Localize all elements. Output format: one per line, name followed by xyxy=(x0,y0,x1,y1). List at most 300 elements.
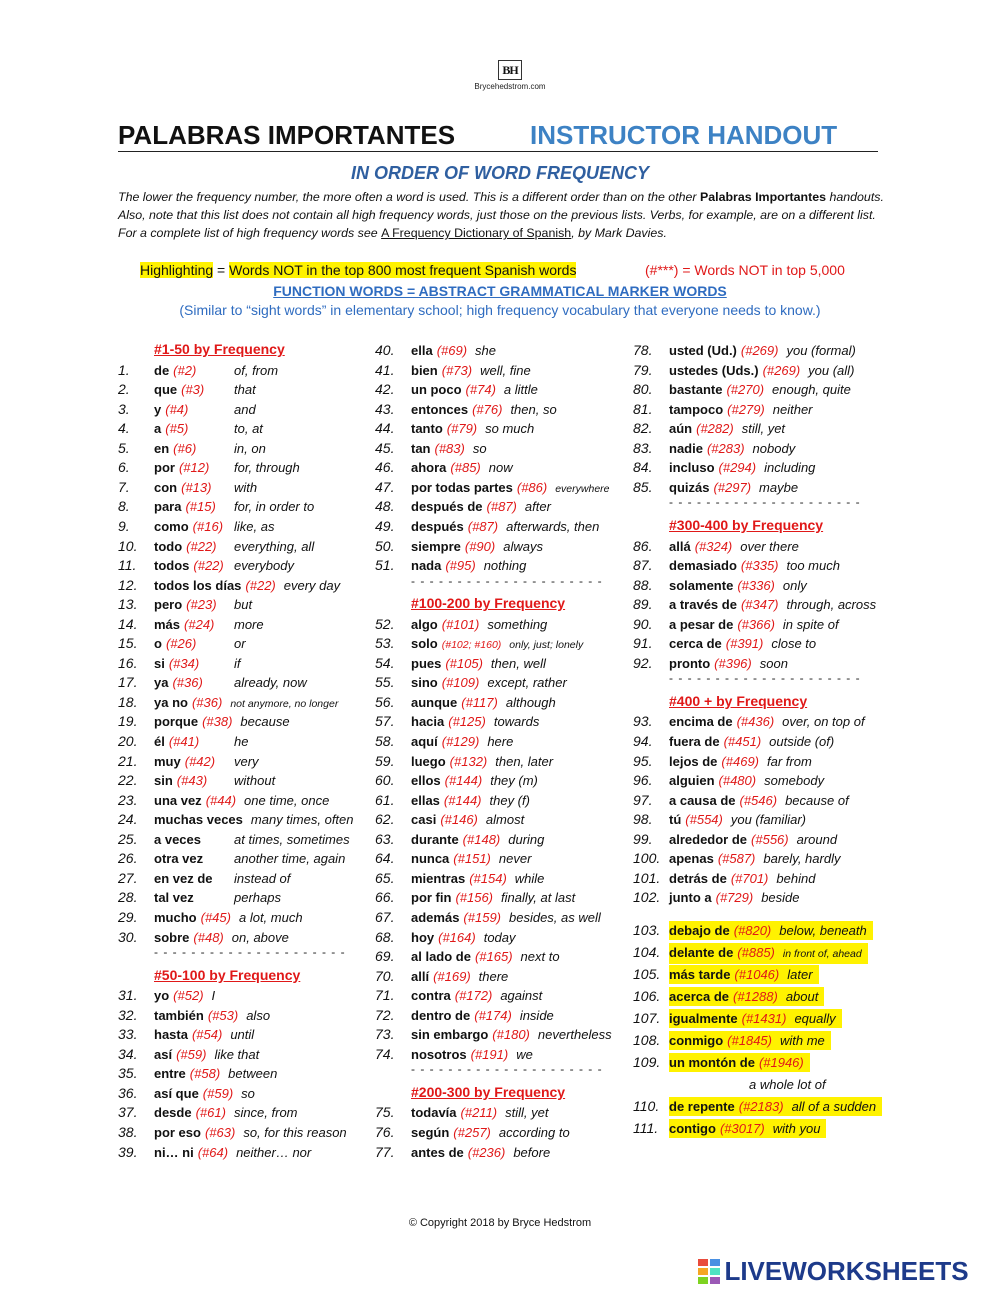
spanish-word-text: ni… ni xyxy=(154,1144,194,1160)
section-header: #200-300 by Frequency xyxy=(411,1083,566,1100)
frequency-rank: (#282) xyxy=(696,421,734,437)
word-row xyxy=(118,791,368,810)
subtitle: IN ORDER OF WORD FREQUENCY xyxy=(350,163,649,183)
spanish-word-text: encima de xyxy=(669,714,733,730)
word-row xyxy=(375,986,625,1005)
spanish-word-text: también xyxy=(154,1007,204,1023)
spanish-word xyxy=(411,537,543,556)
frequency-rank: (#43) xyxy=(176,773,208,789)
spanish-word-text: hasta xyxy=(154,1027,188,1043)
word-row xyxy=(375,615,625,634)
word-row xyxy=(633,537,883,556)
word-row xyxy=(118,439,368,458)
frequency-rank: (#546) xyxy=(739,792,778,808)
frequency-rank: (#269) xyxy=(740,343,779,358)
spanish-word-text: siempre xyxy=(411,538,461,554)
spanish-word xyxy=(669,537,799,556)
spanish-word xyxy=(669,849,840,868)
spanish-word xyxy=(154,1123,347,1142)
english-meaning: for, in order to xyxy=(234,499,315,515)
word-number: 37. xyxy=(118,1104,138,1121)
english-meaning: through, across xyxy=(786,597,877,613)
spanish-word-text: así xyxy=(154,1046,173,1062)
english-meaning: soon xyxy=(759,655,788,671)
brand-logo xyxy=(470,60,550,91)
word-row xyxy=(633,400,883,419)
spanish-word xyxy=(411,615,547,634)
english-meaning: she xyxy=(475,343,497,358)
bh-logo-mark: BH xyxy=(498,60,522,80)
english-meaning: almost xyxy=(485,812,525,828)
spanish-word-text: debajo de xyxy=(669,923,730,938)
word-row xyxy=(375,771,625,790)
frequency-rank: (#554) xyxy=(685,812,723,828)
word-number: 13. xyxy=(118,596,138,613)
word-number: 51. xyxy=(375,557,395,574)
spanish-word-text: entre xyxy=(154,1066,186,1082)
spanish-word xyxy=(154,908,303,927)
spanish-word-text: nunca xyxy=(411,851,450,867)
word-number: 60. xyxy=(375,772,395,789)
english-meaning: so, for this reason xyxy=(243,1125,347,1140)
legend-not-5000: (#***) = Words NOT in top 5,000 xyxy=(645,262,845,278)
spanish-word xyxy=(154,400,188,419)
dash-separator: - - - - - - - - - - - - - - - - - - - - - xyxy=(669,671,861,686)
spanish-word-text: nosotros xyxy=(411,1046,467,1062)
frequency-rank: (#335) xyxy=(740,558,779,574)
english-meaning: although xyxy=(505,694,556,710)
english-meaning: every day xyxy=(283,577,341,593)
word-row xyxy=(633,943,883,962)
english-meaning: always xyxy=(503,538,543,554)
word-number: 97. xyxy=(633,791,653,808)
english-meaning: so xyxy=(472,440,487,456)
word-row xyxy=(118,712,368,731)
spanish-word xyxy=(669,634,816,653)
spanish-word-text: algo xyxy=(411,616,438,632)
word-number: 77. xyxy=(375,1143,395,1160)
spanish-word xyxy=(669,439,795,458)
frequency-rank: (#144) xyxy=(443,792,482,808)
frequency-rank: (#64) xyxy=(197,1144,229,1160)
word-row xyxy=(118,752,368,771)
spanish-word xyxy=(411,634,583,655)
spanish-word xyxy=(154,654,199,673)
spanish-word xyxy=(154,439,196,458)
word-row xyxy=(633,595,883,614)
word-number: 7. xyxy=(118,478,130,495)
frequency-rank: (#146) xyxy=(440,812,478,828)
word-row xyxy=(118,732,368,751)
spanish-word xyxy=(669,478,798,497)
spanish-word-text: ya xyxy=(154,675,169,691)
english-meaning: everybody xyxy=(234,558,294,574)
spanish-word xyxy=(669,732,834,751)
spanish-word-text: hacia xyxy=(411,714,445,730)
frequency-rank: (#86) xyxy=(516,479,548,495)
spanish-word-text: tanto xyxy=(411,421,443,437)
spanish-word xyxy=(154,830,201,849)
word-row xyxy=(118,1143,368,1162)
spanish-word xyxy=(411,791,530,810)
spanish-word xyxy=(411,419,534,438)
frequency-rank: (#279) xyxy=(727,401,765,417)
spanish-word-text: muy xyxy=(154,753,181,769)
english-meaning: afterwards, then xyxy=(506,518,600,534)
english-meaning: neither xyxy=(772,401,813,417)
spanish-word xyxy=(669,943,868,964)
spanish-word xyxy=(154,712,290,731)
word-row xyxy=(118,517,368,536)
spanish-word-text: bien xyxy=(411,362,438,378)
spanish-word xyxy=(669,380,851,399)
page-title: PALABRAS IMPORTANTES xyxy=(118,120,456,150)
word-number: 91. xyxy=(633,635,653,652)
spanish-word xyxy=(154,771,207,790)
spanish-word-text: que xyxy=(154,382,178,398)
word-number: 24. xyxy=(118,811,138,828)
spanish-word xyxy=(669,921,873,940)
frequency-rank: (#3017) xyxy=(719,1121,765,1136)
frequency-rank: (#3) xyxy=(181,382,205,398)
word-row xyxy=(633,752,883,771)
english-meaning: he xyxy=(234,734,249,749)
word-number: 100. xyxy=(633,850,661,867)
word-number: 52. xyxy=(375,615,395,632)
liveworksheets-logo xyxy=(698,1256,969,1286)
frequency-rank: (#59) xyxy=(202,1085,234,1101)
spanish-word xyxy=(411,556,526,575)
word-row xyxy=(375,673,625,692)
spanish-word-text: luego xyxy=(411,753,446,769)
spanish-word-text: acerca de xyxy=(669,989,729,1004)
logo-site: Brycehedstrom.com xyxy=(474,82,546,91)
spanish-word xyxy=(154,732,199,751)
spanish-word-text: mientras xyxy=(411,870,466,886)
word-row xyxy=(633,380,883,399)
english-meaning: also xyxy=(246,1007,271,1023)
spanish-word xyxy=(411,439,487,458)
english-meaning: you (all) xyxy=(808,362,855,378)
title-underline xyxy=(118,151,878,152)
spanish-word xyxy=(669,1053,810,1072)
spanish-word xyxy=(411,693,556,712)
english-meaning: very xyxy=(234,753,259,769)
word-row xyxy=(633,810,883,829)
word-number: 14. xyxy=(118,615,138,632)
spanish-word-text: sino xyxy=(411,675,438,691)
english-meaning: below, beneath xyxy=(779,923,867,938)
spanish-word xyxy=(669,810,806,829)
frequency-rank: (#44) xyxy=(205,792,237,808)
spanish-word xyxy=(154,1045,259,1064)
english-meaning: then, well xyxy=(490,655,546,671)
word-number: 79. xyxy=(633,361,653,378)
word-row xyxy=(633,712,883,731)
spanish-word-text: tal vez xyxy=(154,890,194,906)
spanish-word-text: a veces xyxy=(154,831,201,847)
word-number: 55. xyxy=(375,674,395,691)
english-meaning: everything, all xyxy=(234,538,315,554)
word-row xyxy=(375,908,625,927)
english-meaning: without xyxy=(234,773,276,789)
word-row xyxy=(118,400,368,419)
frequency-rank: (#15) xyxy=(185,499,216,515)
spanish-word-text: todo xyxy=(154,538,183,554)
spanish-word-text: nadie xyxy=(669,440,703,456)
word-row xyxy=(118,654,368,673)
english-meaning: but xyxy=(234,597,253,613)
spanish-word-text: desde xyxy=(154,1105,192,1121)
intro-bold: Palabras Importantes xyxy=(700,190,827,204)
english-meaning: I xyxy=(211,988,216,1004)
word-row xyxy=(118,673,368,692)
word-row xyxy=(118,1006,368,1025)
frequency-rank: (#48) xyxy=(193,929,224,945)
word-number: 28. xyxy=(118,889,138,906)
english-meaning: nevertheless xyxy=(537,1027,612,1043)
english-meaning: not anymore, no longer xyxy=(230,697,339,710)
spanish-word xyxy=(154,497,216,516)
word-number: 101. xyxy=(633,869,661,886)
english-meaning: we xyxy=(516,1046,533,1062)
spanish-word-text: un montón de xyxy=(669,1055,755,1070)
page-title-right: INSTRUCTOR HANDOUT xyxy=(530,120,838,150)
english-meaning: between xyxy=(228,1066,278,1082)
word-row xyxy=(118,869,368,888)
word-number: 39. xyxy=(118,1143,138,1160)
spanish-word xyxy=(669,361,854,380)
spanish-word-text: detrás de xyxy=(669,870,727,886)
spanish-word xyxy=(669,771,824,790)
frequency-rank: (#294) xyxy=(718,460,757,476)
english-meaning: enough, quite xyxy=(772,382,851,398)
word-number: 106. xyxy=(633,988,661,1004)
english-meaning: neither… nor xyxy=(236,1144,312,1160)
spanish-word xyxy=(154,810,354,829)
word-number: 53. xyxy=(375,635,395,652)
spanish-word-text: alguien xyxy=(669,773,715,789)
english-meaning: you (formal) xyxy=(786,343,856,358)
word-number: 41. xyxy=(375,361,395,378)
english-meaning: there xyxy=(478,968,509,984)
word-number: 57. xyxy=(375,713,395,730)
spanish-word xyxy=(154,986,215,1005)
english-meaning: if xyxy=(234,655,241,671)
spanish-word xyxy=(669,1119,826,1138)
spanish-word-text: allí xyxy=(411,968,430,984)
frequency-rank: (#132) xyxy=(449,753,488,769)
word-number: 42. xyxy=(375,381,395,398)
word-row xyxy=(375,791,625,810)
word-number: 108. xyxy=(633,1032,661,1048)
word-number: 30. xyxy=(118,928,138,945)
spanish-word xyxy=(669,752,812,771)
english-meaning: in spite of xyxy=(782,616,839,632)
spanish-word-text: al lado de xyxy=(411,949,471,965)
spanish-word xyxy=(154,888,194,907)
frequency-rank: (#85) xyxy=(450,460,481,476)
spanish-word-text: aquí xyxy=(411,734,438,749)
spanish-word xyxy=(154,556,224,575)
word-number: 48. xyxy=(375,498,395,515)
english-meaning: everywhere xyxy=(555,482,610,495)
spanish-word-text: como xyxy=(154,518,189,534)
word-row xyxy=(118,1064,368,1083)
word-number: 40. xyxy=(375,342,395,358)
word-row xyxy=(118,458,368,477)
word-number: 56. xyxy=(375,693,395,710)
spanish-word-text: pero xyxy=(154,597,183,613)
spanish-word xyxy=(669,869,815,888)
frequency-rank: (#36) xyxy=(191,694,223,710)
spanish-word xyxy=(669,419,785,438)
word-number: 110. xyxy=(633,1098,660,1114)
english-meaning: before xyxy=(513,1144,551,1160)
frequency-rank: (#396) xyxy=(714,655,752,671)
english-meaning: perhaps xyxy=(234,890,281,906)
spanish-word xyxy=(411,732,513,751)
english-meaning: another time, again xyxy=(234,851,346,867)
section-header: #300-400 by Frequency xyxy=(669,516,824,533)
word-row xyxy=(375,1006,625,1025)
word-number: 58. xyxy=(375,733,395,749)
english-meaning: after xyxy=(524,499,551,515)
english-meaning: a little xyxy=(503,382,538,398)
frequency-rank: (#270) xyxy=(726,382,765,398)
word-row xyxy=(375,967,625,986)
word-number: 80. xyxy=(633,381,653,398)
spanish-word-text: otra vez xyxy=(154,851,204,867)
spanish-word-text: para xyxy=(154,499,182,515)
spanish-word-text: o xyxy=(154,636,162,652)
frequency-rank: (#820) xyxy=(733,923,772,938)
english-meaning: according to xyxy=(498,1125,570,1140)
word-number: 23. xyxy=(118,791,138,808)
english-meaning: against xyxy=(500,988,543,1004)
word-number: 10. xyxy=(118,537,138,554)
frequency-rank: (#117) xyxy=(461,694,498,710)
spanish-word xyxy=(669,791,849,810)
frequency-rank: (#4) xyxy=(165,401,189,417)
english-meaning: on, above xyxy=(231,929,289,945)
spanish-word-text: pues xyxy=(411,655,442,671)
word-number: 31. xyxy=(118,987,138,1004)
spanish-word-text: él xyxy=(154,734,165,749)
spanish-word xyxy=(669,400,813,419)
english-meaning: so xyxy=(241,1085,255,1101)
word-number: 59. xyxy=(375,752,395,769)
spanish-word xyxy=(411,1123,570,1142)
word-row xyxy=(633,458,883,477)
word-row xyxy=(375,947,625,966)
word-row xyxy=(375,1103,625,1122)
english-meaning: over, on top of xyxy=(782,714,865,730)
word-number: 65. xyxy=(375,869,395,886)
word-number: 105. xyxy=(633,966,661,982)
english-meaning: in front of, ahead xyxy=(782,948,862,960)
word-row xyxy=(633,419,883,438)
english-meaning: because xyxy=(240,714,290,730)
word-row xyxy=(375,693,625,712)
word-number: 111. xyxy=(633,1120,659,1136)
frequency-rank: (#12) xyxy=(178,460,210,476)
spanish-word xyxy=(154,693,338,714)
spanish-word-text: yo xyxy=(154,988,170,1004)
frequency-rank: (#236) xyxy=(467,1144,506,1160)
frequency-rank: (#451) xyxy=(723,734,762,749)
english-meaning: instead of xyxy=(234,870,291,886)
legend-not-800: Words NOT in the top 800 most frequent Spanish words xyxy=(229,262,577,278)
english-meaning: including xyxy=(764,460,816,476)
frequency-rank: (#556) xyxy=(751,831,789,847)
spanish-word xyxy=(669,965,819,984)
word-number: 99. xyxy=(633,830,653,847)
english-meaning: far from xyxy=(767,753,812,769)
english-meaning: of, from xyxy=(234,362,279,378)
word-number: 50. xyxy=(375,537,395,554)
word-row xyxy=(118,810,368,829)
spanish-word xyxy=(669,830,837,849)
word-row xyxy=(375,400,625,419)
frequency-rank: (#105) xyxy=(445,655,483,671)
spanish-word xyxy=(669,458,815,477)
word-row xyxy=(375,869,625,888)
word-row xyxy=(118,380,368,399)
frequency-rank: (#69) xyxy=(436,343,468,358)
spanish-word xyxy=(154,537,217,556)
frequency-rank: (#174) xyxy=(474,1007,512,1023)
word-row xyxy=(633,888,883,907)
function-words-heading: FUNCTION WORDS = ABSTRACT GRAMMATICAL MARKER WORDS xyxy=(273,283,727,299)
spanish-word-text: por todas partes xyxy=(411,479,513,495)
word-number: 11. xyxy=(118,557,137,574)
frequency-rank: (#90) xyxy=(464,538,496,554)
spanish-word-text: después de xyxy=(411,499,483,515)
word-number: 54. xyxy=(375,654,395,671)
english-meaning: finally, at last xyxy=(501,890,576,906)
spanish-word-text: demasiado xyxy=(669,558,737,574)
frequency-rank: (#36) xyxy=(172,675,203,691)
word-row xyxy=(375,1025,625,1044)
frequency-rank: (#109) xyxy=(441,675,480,691)
word-number: 95. xyxy=(633,752,653,769)
word-row xyxy=(633,361,883,380)
word-number: 17. xyxy=(118,674,138,691)
spanish-word xyxy=(411,967,508,986)
spanish-word-text: allá xyxy=(669,538,691,554)
frequency-rank: (#366) xyxy=(737,616,775,632)
liveworksheets-text: LIVEWORKSHEETS xyxy=(724,1256,969,1286)
english-meaning: today xyxy=(483,929,516,945)
word-number: 73. xyxy=(375,1026,395,1043)
english-meaning: still, yet xyxy=(505,1105,549,1121)
english-meaning: behind xyxy=(776,870,816,886)
english-meaning: beside xyxy=(761,890,800,906)
english-meaning: at times, sometimes xyxy=(234,831,350,847)
spanish-word-text: todos los días xyxy=(154,577,242,593)
english-meaning: they (f) xyxy=(489,792,530,808)
word-row xyxy=(375,537,625,556)
word-number: 25. xyxy=(118,830,138,847)
word-row xyxy=(375,712,625,731)
copyright: © Copyright 2018 by Bryce Hedstrom xyxy=(408,1217,592,1229)
spanish-word-text: cerca de xyxy=(669,636,722,652)
spanish-word-text: hoy xyxy=(411,929,435,945)
spanish-word-text: muchas veces xyxy=(154,812,243,828)
english-meaning: you (familiar) xyxy=(730,812,806,828)
english-meaning: many times, often xyxy=(250,812,354,828)
